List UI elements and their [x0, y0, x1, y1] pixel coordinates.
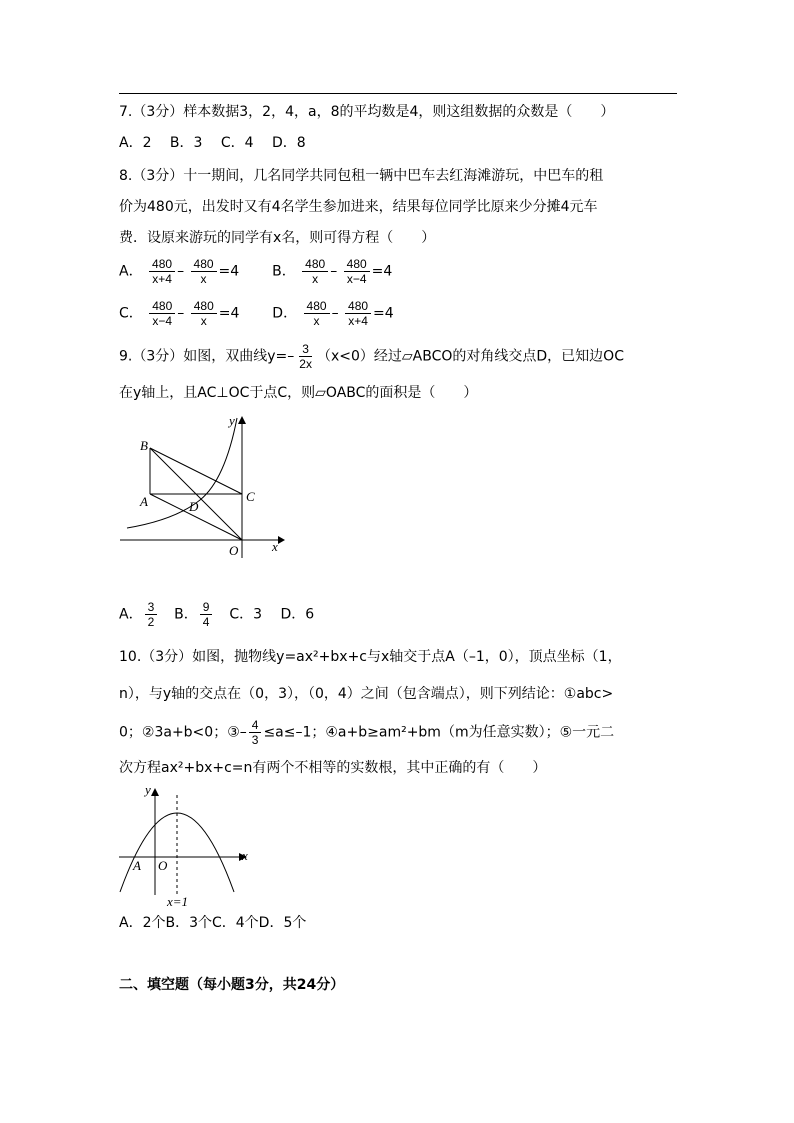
q10-label-x: x — [242, 848, 248, 863]
q8-option-c-frac1: $\frac{480}{x-4}$ — [149, 299, 175, 328]
q9-x-arrow — [278, 536, 285, 544]
q9-figure — [115, 410, 290, 560]
q7-options: A．2 B．3 C．4 D．8 — [119, 135, 306, 151]
q8-line3: 费．设原来游玩的同学有x名，则可得方程（ ） — [119, 230, 436, 246]
q9-label-y: y — [229, 413, 235, 428]
q8-option-a-frac2: $\frac{480}{x}$ — [191, 257, 217, 286]
q9-options: A． $\frac{3}{2}$ B． $\frac{9}{4}$ C．3 D．6 — [119, 600, 315, 629]
q9-edge-bc — [150, 448, 242, 494]
q9-line1: 9.（3分）如图，双曲线y=– $\frac{3}{2x}$ （x<0）经过▱ABCO的对角线交点D，已知边OC — [119, 342, 624, 371]
q8-option-b-label: B． — [272, 263, 296, 280]
q10-label-axis: x=1 — [167, 894, 189, 909]
q9-hyperbola-curve — [127, 418, 237, 528]
q8-option-d-frac2: $\frac{480}{x+4}$ — [345, 299, 371, 328]
q9-y-arrow — [238, 416, 246, 424]
section2-title: 二、填空题（每小题3分，共24分） — [119, 977, 345, 993]
q10-label-y: y — [145, 782, 151, 797]
q10-frac-four-thirds: $\frac{4}{3}$ — [249, 718, 262, 747]
q10-line4: 次方程ax²+bx+c=n有两个不相等的实数根，其中正确的有（ ） — [119, 760, 547, 776]
q9-label-c: C — [246, 489, 255, 504]
q8-option-d-frac1: $\frac{480}{x}$ — [304, 299, 330, 328]
q10-y-arrow — [151, 788, 159, 796]
q8-options-row1: A． $\frac{480}{x+4}$ – $\frac{480}{x}$ =4 B． $\frac{480}{x}$ – $\frac{480}{x-4}$ =4 — [119, 257, 393, 286]
q10-line1: 10.（3分）如图，抛物线y=ax²+bx+c与x轴交于点A（–1，0），顶点坐标（1， — [119, 649, 622, 665]
q7-stem: 7.（3分）样本数据3，2，4，a，8的平均数是4，则这组数据的众数是（ ） — [119, 104, 615, 120]
q9-option-b-frac: $\frac{9}{4}$ — [200, 600, 213, 629]
q10-label-o: O — [158, 858, 168, 873]
q8-option-d-label: D． — [272, 305, 298, 322]
q8-option-c-frac2: $\frac{480}{x}$ — [191, 299, 217, 328]
q9-label-o: O — [229, 543, 239, 558]
q9-label-d: D — [189, 499, 199, 514]
q9-option-a-frac: $\frac{3}{2}$ — [145, 600, 158, 629]
q9-label-b: B — [140, 438, 148, 453]
q8-option-c-label: C． — [119, 305, 143, 322]
q9-line2: 在y轴上，且AC⊥OC于点C，则▱OABC的面积是（ ） — [119, 385, 478, 401]
q8-option-a-frac1: $\frac{480}{x+4}$ — [149, 257, 175, 286]
q9-label-a: A — [140, 494, 148, 509]
q8-option-b-frac2: $\frac{480}{x-4}$ — [344, 257, 370, 286]
q9-hyperbola-frac: $\frac{3}{2x}$ — [299, 342, 312, 371]
q8-option-b-frac1: $\frac{480}{x}$ — [302, 257, 328, 286]
q10-label-a: A — [133, 858, 141, 873]
q10-line2: n），与y轴的交点在（0，3），（0，4）之间（包含端点），则下列结论：①abc> — [119, 686, 614, 702]
q9-label-x: x — [272, 539, 278, 554]
top-rule — [119, 93, 677, 94]
q8-line1: 8.（3分）十一期间，几名同学共同包租一辆中巴车去红海滩游玩，中巴车的租 — [119, 168, 604, 184]
q10-figure — [115, 780, 260, 910]
q8-options-row2: C． $\frac{480}{x-4}$ – $\frac{480}{x}$ =4 D． $\frac{480}{x}$ – $\frac{480}{x+4}$ =4 — [119, 299, 394, 328]
q10-options: A．2个B．3个C．4个D．5个 — [119, 915, 307, 931]
q10-line3: 0；②3a+b<0；③– $\frac{4}{3}$ ≤a≤–1；④a+b≥am²+bm（m为任意实数）；⑤一元二 — [119, 718, 615, 747]
q8-line2: 价为480元，出发时又有4名学生参加进来，结果每位同学比原来少分摊4元车 — [119, 199, 598, 215]
q8-option-a-label: A． — [119, 263, 143, 280]
